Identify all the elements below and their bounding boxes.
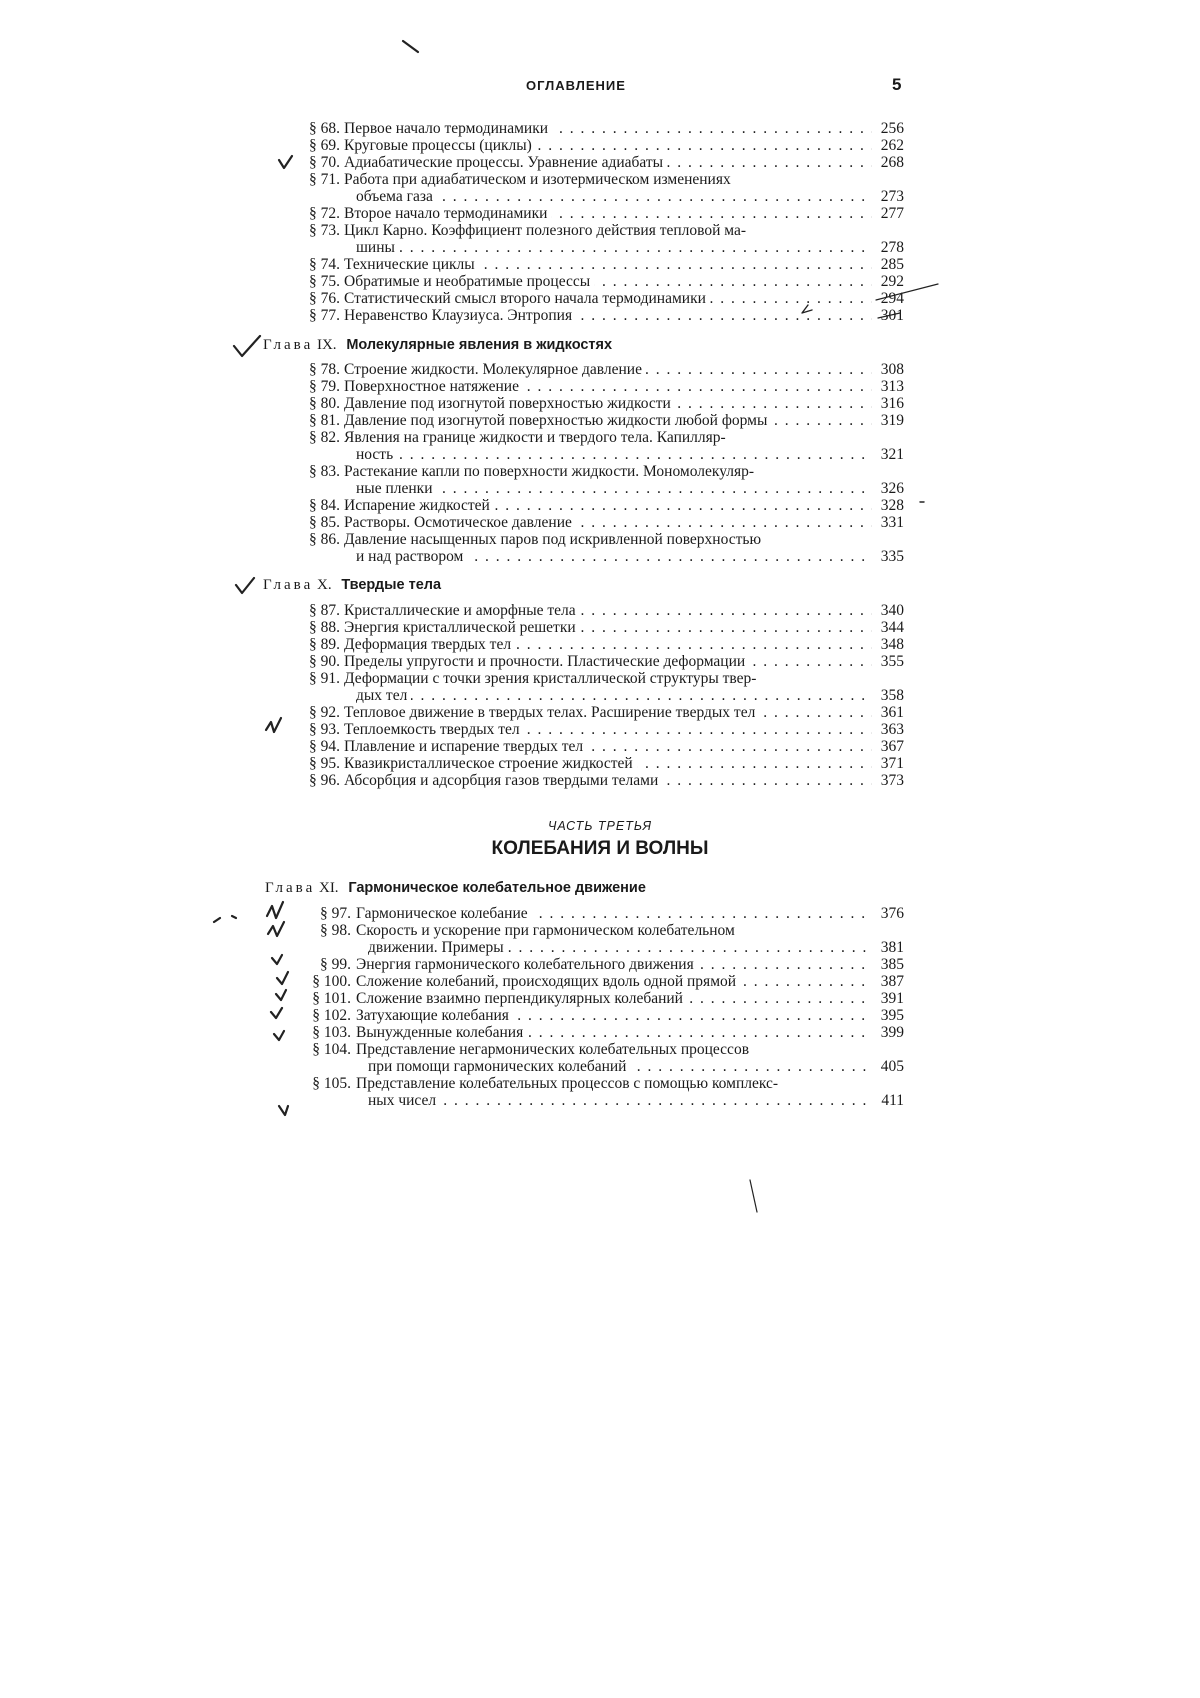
section-number: § 78.: [309, 361, 340, 378]
section-title-line: Сложение взаимно перпендикулярных колебаний . . .: [356, 990, 872, 1007]
page-ref: 376: [880, 905, 904, 922]
section-number: § 85.: [309, 514, 340, 531]
section-number: § 88.: [309, 619, 340, 636]
section-title-line: Технические циклы . . .: [344, 256, 872, 273]
stray-line: [876, 284, 938, 300]
section-title-line: Давление насыщенных паров под искривленной поверхностью: [344, 531, 904, 548]
page-ref: 411: [881, 1092, 904, 1109]
page-ref: 316: [880, 395, 904, 412]
section-number: § 86.: [309, 531, 340, 548]
section-number: § 89.: [309, 636, 340, 653]
check-mark: [266, 718, 281, 732]
check-mark: [277, 972, 288, 984]
section-number: § 101.: [312, 990, 351, 1007]
page-ref: 361: [880, 704, 904, 721]
section-title-line: Квазикристаллическое строение жидкостей . . .: [344, 755, 872, 772]
page-ref: 344: [880, 619, 904, 636]
stray-mark: [403, 41, 418, 52]
section-title-line: Энергия гармонического колебательного движения . . .: [356, 956, 872, 973]
section-number: § 103.: [312, 1024, 351, 1041]
stray-mark: [232, 916, 236, 918]
page-ref: 278: [880, 239, 904, 256]
section-title-line: ные пленки . . .: [356, 480, 872, 497]
section-number: § 92.: [309, 704, 340, 721]
section-title-line: Первое начало термодинамики . . .: [344, 120, 872, 137]
page-ref: 340: [880, 602, 904, 619]
page-ref: 367: [880, 738, 904, 755]
page-ref: 335: [880, 548, 904, 565]
section-number: § 94.: [309, 738, 340, 755]
check-mark: [271, 1008, 282, 1018]
section-title-line: Строение жидкости. Молекулярное давление . . .: [344, 361, 872, 378]
page-ref: 395: [880, 1007, 904, 1024]
section-title-line: дых тел . . .: [356, 687, 872, 704]
page-ref: 399: [880, 1024, 904, 1041]
check-mark: [279, 1106, 288, 1115]
section-number: § 96.: [309, 772, 340, 789]
page-ref: 385: [880, 956, 904, 973]
section-number: § 77.: [309, 307, 340, 324]
section-number: § 79.: [309, 378, 340, 395]
section-number: § 76.: [309, 290, 340, 307]
section-number: § 91.: [309, 670, 340, 687]
section-number: § 95.: [309, 755, 340, 772]
section-title-line: Затухающие колебания . . .: [356, 1007, 872, 1024]
section-title-line: Неравенство Клаузиуса. Энтропия . . .: [344, 307, 872, 324]
section-title-line: Круговые процессы (циклы) . . .: [344, 137, 872, 154]
section-title-line: Деформации с точки зрения кристаллической структуры твер-: [344, 670, 904, 687]
page-ref: 313: [880, 378, 904, 395]
page-ref: 308: [880, 361, 904, 378]
page-ref: 294: [880, 290, 904, 307]
section-title-line: Скорость и ускорение при гармоническом колебательном: [356, 922, 904, 939]
stray-line: [750, 1180, 757, 1212]
page-ref: 371: [880, 755, 904, 772]
section-number: § 102.: [312, 1007, 351, 1024]
section-title-line: Абсорбция и адсорбция газов твердыми телами . . .: [344, 772, 872, 789]
page-ref: 348: [880, 636, 904, 653]
page-ref: 358: [880, 687, 904, 704]
page-ref: 328: [880, 497, 904, 514]
section-title-line: Сложение колебаний, происходящих вдоль одной прямой . . .: [356, 973, 872, 990]
section-number: § 73.: [309, 222, 340, 239]
section-title-line: Вынужденные колебания . . .: [356, 1024, 872, 1041]
page-ref: 268: [880, 154, 904, 171]
section-number: § 105.: [312, 1075, 351, 1092]
check-mark: [268, 922, 284, 936]
page-ref: 363: [880, 721, 904, 738]
check-mark: [236, 578, 254, 593]
section-number: § 100.: [312, 973, 351, 990]
part-title: КОЛЕБАНИЯ И ВОЛНЫ: [491, 838, 709, 859]
section-title-line: и над раствором . . .: [356, 548, 872, 565]
section-title-line: Давление под изогнутой поверхностью жидкости любой формы . . .: [344, 412, 872, 429]
section-title-line: Пределы упругости и прочности. Пластические деформации . . .: [344, 653, 872, 670]
page-ref: 405: [880, 1058, 904, 1075]
section-title-line: Обратимые и необратимые процессы . . .: [344, 273, 872, 290]
section-title-line: Испарение жидкостей . . .: [344, 497, 872, 514]
section-title-line: Представление негармонических колебательных процессов: [356, 1041, 904, 1058]
page-number: 5: [892, 75, 902, 94]
section-number: § 97.: [320, 905, 351, 922]
page-ref: 391: [880, 990, 904, 1007]
check-mark: [267, 902, 283, 918]
section-title-line: объема газа . . .: [356, 188, 872, 205]
section-title-line: шины . . .: [356, 239, 872, 256]
check-mark: [276, 990, 286, 1000]
check-mark: [272, 955, 282, 964]
section-number: § 82.: [309, 429, 340, 446]
page-ref: 381: [880, 939, 904, 956]
page-ref: 331: [880, 514, 904, 531]
section-number: § 83.: [309, 463, 340, 480]
chapter-heading-10: Глава X. Твердые тела: [263, 577, 442, 593]
section-title-line: Гармоническое колебание . . .: [356, 905, 872, 922]
section-title-line: при помощи гармонических колебаний . . .: [368, 1058, 872, 1075]
section-number: § 99.: [320, 956, 351, 973]
section-title-line: Явления на границе жидкости и твердого тела. Капилляр-: [344, 429, 904, 446]
page-ref: 262: [880, 137, 904, 154]
section-title-line: Представление колебательных процессов с помощью комплекс-: [356, 1075, 904, 1092]
section-title-line: Деформация твердых тел . . .: [344, 636, 872, 653]
section-number: § 72.: [309, 205, 340, 222]
page-ref: 256: [880, 120, 904, 137]
stray-mark: [802, 305, 812, 313]
section-title-line: Кристаллические и аморфные тела . . .: [344, 602, 872, 619]
section-title-line: движении. Примеры . . .: [368, 939, 872, 956]
section-number: § 93.: [309, 721, 340, 738]
section-number: § 71.: [309, 171, 340, 188]
section-number: § 74.: [309, 256, 340, 273]
section-number: § 69.: [309, 137, 340, 154]
section-title-line: Энергия кристаллической решетки . . .: [344, 619, 872, 636]
section-title-line: Растворы. Осмотическое давление . . .: [344, 514, 872, 531]
section-title-line: Статистический смысл второго начала термодинамики . . .: [344, 290, 872, 307]
check-mark: [274, 1031, 284, 1040]
section-number: § 81.: [309, 412, 340, 429]
section-number: § 84.: [309, 497, 340, 514]
page-ref: 373: [880, 772, 904, 789]
check-mark: [234, 336, 260, 356]
stray-line: [878, 313, 900, 318]
section-title-line: Цикл Карно. Коэффициент полезного действия тепловой ма-: [344, 222, 904, 239]
section-title-line: ных чисел . . .: [368, 1092, 872, 1109]
section-title-line: Растекание капли по поверхности жидкости. Мономолекуляр-: [344, 463, 904, 480]
page-ref: 387: [880, 973, 904, 990]
section-title-line: Плавление и испарение твердых тел . . .: [344, 738, 872, 755]
section-number: § 70.: [309, 154, 340, 171]
section-number: § 80.: [309, 395, 340, 412]
section-title-line: Работа при адиабатическом и изотермическом изменениях: [344, 171, 904, 188]
section-number: § 75.: [309, 273, 340, 290]
page-ref: 285: [880, 256, 904, 273]
page-ref: 292: [880, 273, 904, 290]
page-ref: 326: [880, 480, 904, 497]
section-title-line: Тепловое движение в твердых телах. Расширение твердых тел . . .: [344, 704, 872, 721]
page-ref: 301: [880, 307, 904, 324]
chapter-heading-9: Глава IX. Молекулярные явления в жидкостях: [263, 337, 613, 353]
section-number: § 98.: [320, 922, 351, 939]
section-title-line: Теплоемкость твердых тел . . .: [344, 721, 872, 738]
page-header-title: ОГЛАВЛЕНИЕ: [526, 78, 626, 93]
page-ref: 321: [880, 446, 904, 463]
page-ref: 319: [880, 412, 904, 429]
section-title-line: Второе начало термодинамики . . .: [344, 205, 872, 222]
section-title-line: ность . . .: [356, 446, 872, 463]
section-number: § 104.: [312, 1041, 351, 1058]
section-number: § 68.: [309, 120, 340, 137]
chapter-heading-11: Глава XI. Гармоническое колебательное движение: [265, 880, 646, 896]
section-title-line: Давление под изогнутой поверхностью жидкости . . .: [344, 395, 872, 412]
part-subtitle: ЧАСТЬ ТРЕТЬЯ: [548, 819, 652, 833]
check-mark: [279, 156, 292, 168]
section-number: § 90.: [309, 653, 340, 670]
section-title-line: Поверхностное натяжение . . .: [344, 378, 872, 395]
stray-mark: [214, 918, 220, 922]
page-ref: 277: [880, 205, 904, 222]
page-ref: 355: [880, 653, 904, 670]
section-number: § 87.: [309, 602, 340, 619]
page-ref: 273: [880, 188, 904, 205]
section-title-line: Адиабатические процессы. Уравнение адиабаты . . .: [344, 154, 872, 171]
